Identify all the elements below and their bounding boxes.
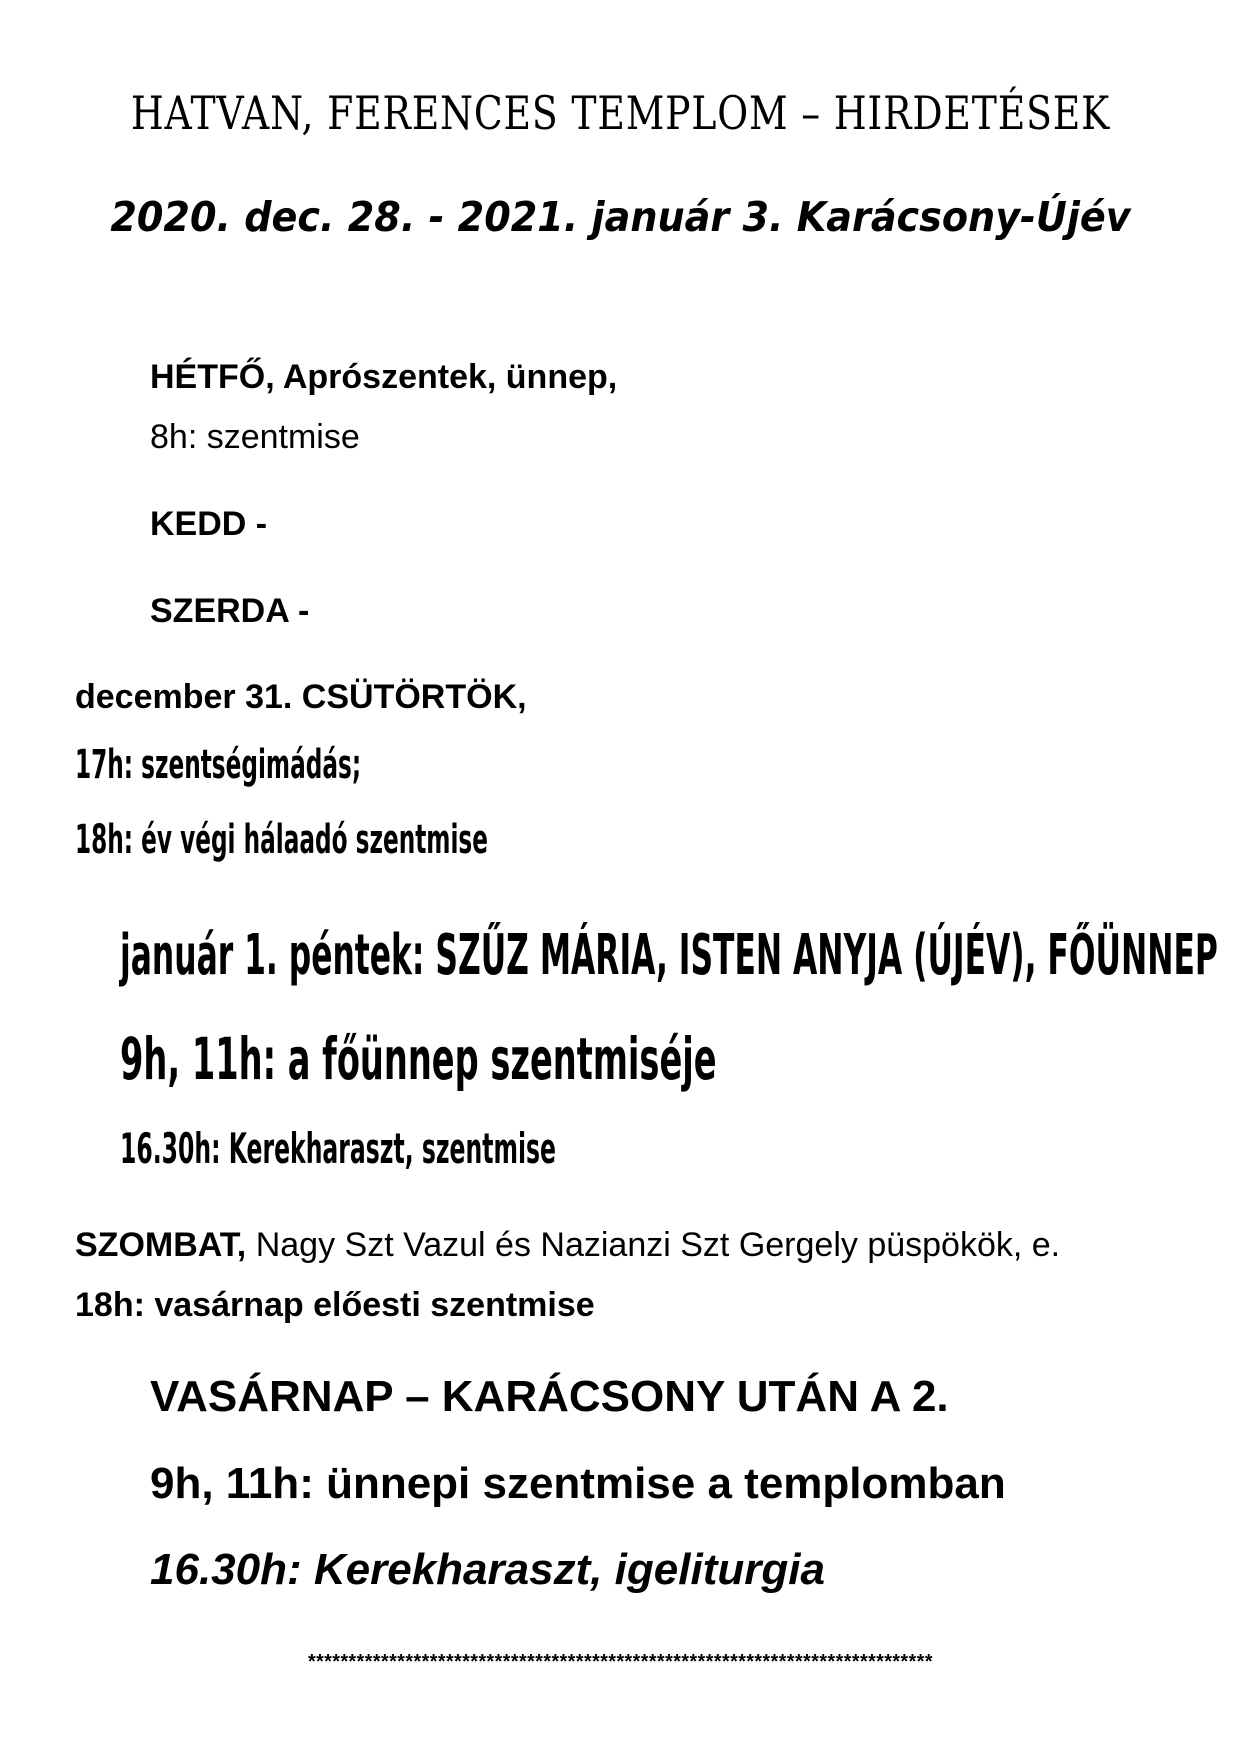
tuesday-heading: KEDD - — [150, 505, 268, 543]
page-title: HATVAN, FERENCES TEMPLOM – HIRDETÉSEK — [130, 86, 1111, 140]
thursday-thanksgiving-mass: 18h: év végi hálaadó szentmise — [75, 817, 488, 863]
friday-heading: január 1. péntek: SZŰZ MÁRIA, ISTEN ANYJA (ÚJÉV), FŐÜNNEP — [120, 923, 1218, 988]
friday-mass: 9h, 11h: a főünnep szentmiséje — [120, 1025, 717, 1093]
sunday-mass: 9h, 11h: ünnepi szentmise a templomban — [150, 1459, 1006, 1508]
sunday-kerekharaszt-liturgy: 16.30h: Kerekharaszt, igeliturgia — [150, 1545, 825, 1594]
sunday-heading: VASÁRNAP – KARÁCSONY UTÁN A 2. — [150, 1372, 949, 1421]
saturday-feast: Nagy Szt Vazul és Nazianzi Szt Gergely püspökök, e. — [246, 1226, 1061, 1264]
page-subtitle-date-range: 2020. dec. 28. - 2021. január 3. Karácsony-Újév — [110, 193, 1131, 241]
monday-mass: 8h: szentmise — [150, 418, 360, 456]
saturday-heading — [75, 1228, 1060, 1262]
wednesday-heading: SZERDA - — [150, 592, 310, 630]
thursday-adoration: 17h: szentségimádás; — [75, 742, 362, 788]
saturday-day: SZOMBAT, — [75, 1226, 247, 1264]
friday-kerekharaszt-mass: 16.30h: Kerekharaszt, szentmise — [120, 1124, 556, 1173]
saturday-eve-mass: 18h: vasárnap előesti szentmise — [75, 1286, 595, 1324]
thursday-heading: december 31. CSÜTÖRTÖK, — [75, 678, 527, 716]
monday-heading: HÉTFŐ, Aprószentek, ünnep, — [150, 358, 618, 396]
footer-separator: ***************************************************************************** — [307, 1651, 934, 1673]
